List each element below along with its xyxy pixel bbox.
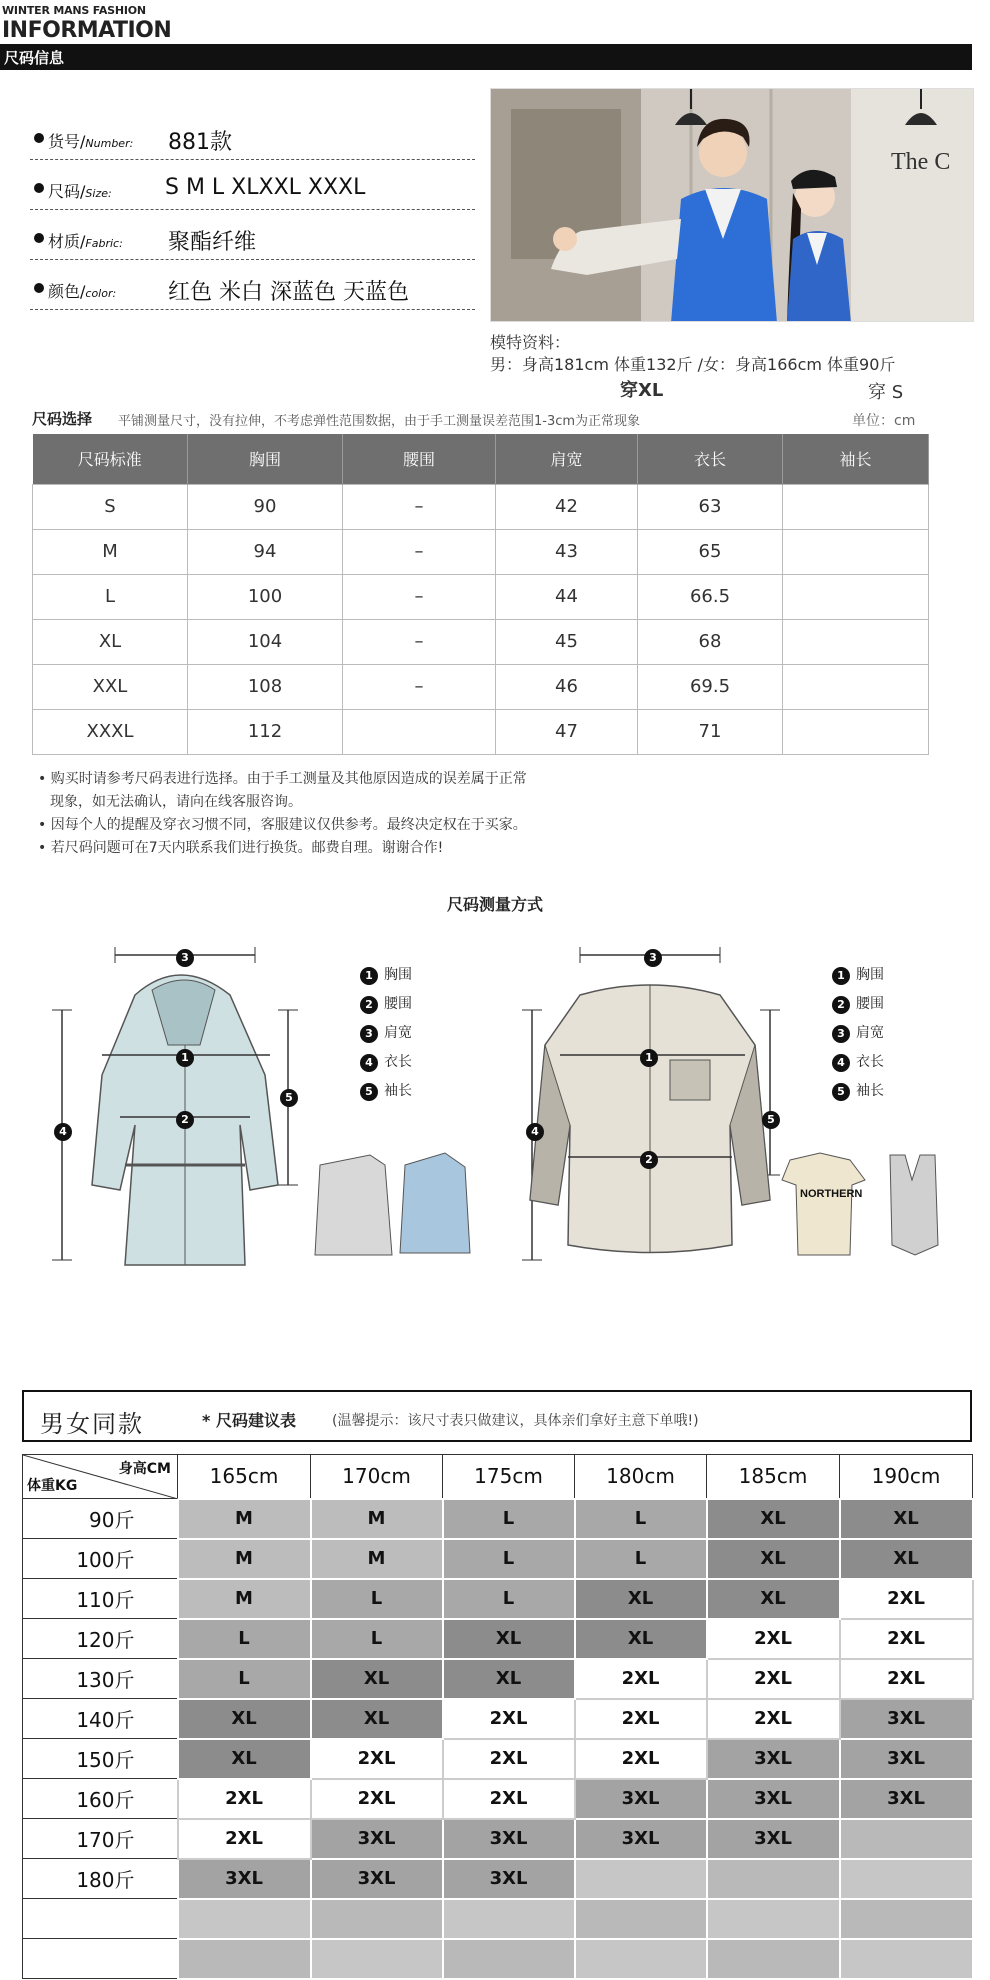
table-row <box>33 484 929 529</box>
unit-label: 单位：cm <box>852 413 916 429</box>
size-recommendation-table <box>22 1454 974 1980</box>
cell: 71 <box>638 709 783 754</box>
info-label: 尺码/Size: <box>48 182 112 201</box>
size-cell: XL <box>178 1699 311 1739</box>
cell: 90 <box>188 484 343 529</box>
corner-cell: 身高CM 体重KG <box>23 1455 178 1499</box>
table-row <box>33 619 929 664</box>
info-label: 货号/Number: <box>48 132 134 151</box>
size-table-header <box>33 434 929 484</box>
size-cell: L <box>443 1539 575 1579</box>
table-row <box>23 1939 973 1979</box>
cell: 108 <box>188 664 343 709</box>
cell: 43 <box>496 529 638 574</box>
cell: 63 <box>638 484 783 529</box>
size-cell <box>575 1939 707 1979</box>
size-cell: 3XL <box>575 1819 707 1859</box>
size-cell <box>311 1899 443 1939</box>
cell <box>783 484 929 529</box>
header-shoulder: 肩宽 <box>496 434 638 484</box>
note-line: • 若尺码问题可在7天内联系我们进行换货。邮费自理。谢谢合作! <box>38 840 444 856</box>
weight-cell: 90斤 <box>23 1499 178 1539</box>
size-table-title: 尺码选择 <box>32 410 93 428</box>
size-cell: 3XL <box>311 1859 443 1899</box>
measure-title: 尺码测量方式 <box>446 895 543 914</box>
note-line: • 购买时请参考尺码表进行选择。由于手工测量及其他原因造成的误差属于正常 <box>38 771 527 787</box>
cell <box>343 709 496 754</box>
info-label: 颜色/color: <box>48 282 117 301</box>
table-row <box>23 1699 973 1739</box>
size-cell: 3XL <box>707 1819 840 1859</box>
waist-number: 2 <box>640 1148 664 1169</box>
size-cell: 3XL <box>443 1859 575 1899</box>
model-photo <box>490 88 974 322</box>
size-cell: XL <box>707 1499 840 1539</box>
table-row <box>33 574 929 619</box>
size-cell: XL <box>311 1659 443 1699</box>
info-row-number <box>30 120 475 160</box>
size-cell <box>840 1859 973 1899</box>
chest-number: 1 <box>176 1046 200 1067</box>
recommendation-header <box>22 1390 972 1442</box>
cell: – <box>343 484 496 529</box>
size-cell: M <box>178 1579 311 1619</box>
size-cell <box>707 1859 840 1899</box>
recommendation-tip: (温馨提示：该尺寸表只做建议，具体亲们拿好主意下单哦!) <box>332 1413 699 1429</box>
size-cell <box>443 1939 575 1979</box>
waist-number: 2 <box>176 1108 200 1129</box>
female-model-size: 穿 S <box>868 382 904 403</box>
cell <box>783 529 929 574</box>
brand-subtitle: WINTER MANS FASHION <box>2 4 146 17</box>
weight-cell: 140斤 <box>23 1699 178 1739</box>
cell: 94 <box>188 529 343 574</box>
measure-legend-left: 1 胸围 2 腰围 3 肩宽 4 衣长 5 袖长 <box>360 964 412 1109</box>
model-stats: 男：身高181cm 体重132斤 /女：身高166cm 体重90斤 <box>490 355 896 374</box>
measure-legend-right: 1 胸围 2 腰围 3 肩宽 4 衣长 5 袖长 <box>832 964 884 1109</box>
cell: 44 <box>496 574 638 619</box>
size-cell: 2XL <box>178 1819 311 1859</box>
header-sleeve: 袖长 <box>783 434 929 484</box>
cell: 65 <box>638 529 783 574</box>
size-cell: XL <box>443 1619 575 1659</box>
tshirt-print-text: NORTHERN <box>800 1188 863 1200</box>
size-cell: 2XL <box>707 1659 840 1699</box>
cell: XXXL <box>33 709 188 754</box>
section-bar <box>0 44 972 70</box>
header-length: 衣长 <box>638 434 783 484</box>
cell: 68 <box>638 619 783 664</box>
cell <box>783 619 929 664</box>
note-line: • 因每个人的提醒及穿衣习惯不同，客服建议仅供参考。最终决定权在于买家。 <box>38 817 527 833</box>
cell <box>783 664 929 709</box>
header-chest: 胸围 <box>188 434 343 484</box>
info-value: 881款 <box>168 130 232 155</box>
cell: – <box>343 619 496 664</box>
shoulder-number: 3 <box>176 946 200 967</box>
cell: XXL <box>33 664 188 709</box>
height-185: 185cm <box>707 1455 840 1499</box>
size-cell: L <box>443 1579 575 1619</box>
height-180: 180cm <box>575 1455 707 1499</box>
size-cell: 2XL <box>311 1779 443 1819</box>
weight-cell: 130斤 <box>23 1659 178 1699</box>
bullet-icon <box>34 233 44 243</box>
size-cell: 3XL <box>178 1859 311 1899</box>
size-cell: 3XL <box>707 1779 840 1819</box>
bullet-icon <box>34 133 44 143</box>
bullet-icon <box>34 283 44 293</box>
size-cell: 3XL <box>311 1819 443 1859</box>
info-value: 聚酯纤维 <box>168 230 257 255</box>
recommendation-title: * 尺码建议表 <box>202 1411 296 1430</box>
brand-title: INFORMATION <box>2 18 172 43</box>
size-cell <box>840 1819 973 1859</box>
sleeve-number: 5 <box>280 1086 304 1107</box>
size-cell <box>840 1939 973 1979</box>
size-cell: 2XL <box>707 1699 840 1739</box>
size-cell: XL <box>840 1539 973 1579</box>
size-cell: L <box>178 1619 311 1659</box>
cell: 112 <box>188 709 343 754</box>
info-value: 红色 米白 深蓝色 天蓝色 <box>168 280 409 305</box>
size-cell: M <box>311 1499 443 1539</box>
size-cell: XL <box>178 1739 311 1779</box>
weight-cell: 100斤 <box>23 1539 178 1579</box>
size-cell <box>178 1939 311 1979</box>
size-cell: 3XL <box>707 1739 840 1779</box>
size-cell: M <box>178 1499 311 1539</box>
height-190: 190cm <box>840 1455 973 1499</box>
weight-cell <box>23 1939 178 1979</box>
photo-sign-text: The C <box>891 149 951 175</box>
size-cell <box>443 1899 575 1939</box>
size-cell: 3XL <box>575 1779 707 1819</box>
info-value: S M L XLXXL XXXL <box>165 175 366 200</box>
size-cell: 3XL <box>840 1779 973 1819</box>
size-cell: 2XL <box>575 1739 707 1779</box>
cell <box>783 709 929 754</box>
size-cell: XL <box>575 1579 707 1619</box>
size-cell: L <box>311 1619 443 1659</box>
size-cell: 2XL <box>840 1619 973 1659</box>
table-row <box>23 1779 973 1819</box>
table-row <box>33 529 929 574</box>
info-row-color <box>30 270 475 310</box>
size-cell: 2XL <box>178 1779 311 1819</box>
table-row <box>23 1659 973 1699</box>
cell: 66.5 <box>638 574 783 619</box>
height-165: 165cm <box>178 1455 311 1499</box>
size-cell: L <box>575 1539 707 1579</box>
size-cell <box>178 1899 311 1939</box>
size-cell <box>575 1899 707 1939</box>
height-175: 175cm <box>443 1455 575 1499</box>
height-170: 170cm <box>311 1455 443 1499</box>
purchase-notes <box>38 768 527 860</box>
cell: 45 <box>496 619 638 664</box>
size-cell: 3XL <box>840 1739 973 1779</box>
cell: 42 <box>496 484 638 529</box>
size-cell: XL <box>443 1659 575 1699</box>
size-cell: 2XL <box>840 1659 973 1699</box>
cell: 104 <box>188 619 343 664</box>
size-cell: 3XL <box>443 1819 575 1859</box>
size-cell: L <box>575 1499 707 1539</box>
shirt-measure-diagram <box>520 935 980 1295</box>
cell: S <box>33 484 188 529</box>
length-number: 4 <box>526 1120 550 1141</box>
weight-cell: 180斤 <box>23 1859 178 1899</box>
size-cell: 2XL <box>575 1659 707 1699</box>
size-cell: 2XL <box>443 1699 575 1739</box>
cell: – <box>343 574 496 619</box>
coat-measure-diagram <box>40 935 500 1295</box>
table-row <box>23 1739 973 1779</box>
table-row <box>33 664 929 709</box>
size-cell: 2XL <box>311 1739 443 1779</box>
size-cell: 2XL <box>840 1579 973 1619</box>
size-cell: 3XL <box>840 1699 973 1739</box>
model-photo-illustration <box>491 89 974 322</box>
info-row-size <box>30 170 475 210</box>
sleeve-number: 5 <box>762 1108 786 1129</box>
table-row <box>23 1539 973 1579</box>
size-cell: XL <box>311 1699 443 1739</box>
table-row <box>23 1899 973 1939</box>
cell: 47 <box>496 709 638 754</box>
weight-cell: 170斤 <box>23 1819 178 1859</box>
cell: M <box>33 529 188 574</box>
cell: 100 <box>188 574 343 619</box>
size-cell: XL <box>840 1499 973 1539</box>
weight-cell <box>23 1899 178 1939</box>
size-cell <box>311 1939 443 1979</box>
size-cell: XL <box>707 1539 840 1579</box>
section-bar-title: 尺码信息 <box>4 49 65 67</box>
size-cell: L <box>311 1579 443 1619</box>
table-row <box>23 1859 973 1899</box>
height-header-row <box>23 1455 973 1499</box>
table-row <box>23 1619 973 1659</box>
size-cell: L <box>178 1659 311 1699</box>
size-table-note: 平铺测量尺寸，没有拉伸，不考虑弹性范围数据，由于手工测量误差范围1-3cm为正常现象 <box>118 414 641 429</box>
table-row <box>23 1499 973 1539</box>
weight-cell: 160斤 <box>23 1779 178 1819</box>
cell: XL <box>33 619 188 664</box>
cell: L <box>33 574 188 619</box>
male-model-size: 穿XL <box>620 380 664 401</box>
cell: – <box>343 529 496 574</box>
weight-cell: 150斤 <box>23 1739 178 1779</box>
size-cell <box>575 1859 707 1899</box>
size-cell: 2XL <box>443 1779 575 1819</box>
chest-number: 1 <box>640 1046 664 1067</box>
size-cell: M <box>178 1539 311 1579</box>
size-cell: 2XL <box>707 1619 840 1659</box>
size-cell: M <box>311 1539 443 1579</box>
size-table <box>32 434 929 755</box>
info-label: 材质/Fabric: <box>48 232 123 251</box>
size-cell: 2XL <box>443 1739 575 1779</box>
shoulder-number: 3 <box>644 946 668 967</box>
note-line: 现象，如无法确认，请向在线客服咨询。 <box>50 794 302 810</box>
cell: – <box>343 664 496 709</box>
length-number: 4 <box>54 1120 78 1141</box>
size-cell: XL <box>575 1619 707 1659</box>
bullet-icon <box>34 183 44 193</box>
weight-cell: 120斤 <box>23 1619 178 1659</box>
table-row <box>23 1579 973 1619</box>
header-size: 尺码标准 <box>33 434 188 484</box>
cell: 46 <box>496 664 638 709</box>
table-row <box>33 709 929 754</box>
header-waist: 腰围 <box>343 434 496 484</box>
size-cell: 2XL <box>575 1699 707 1739</box>
cell: 69.5 <box>638 664 783 709</box>
size-cell: L <box>443 1499 575 1539</box>
unisex-label: 男女同款 <box>40 1410 144 1438</box>
info-row-fabric <box>30 220 475 260</box>
cell <box>783 574 929 619</box>
model-title: 模特资料： <box>490 333 571 352</box>
weight-cell: 110斤 <box>23 1579 178 1619</box>
table-row <box>23 1819 973 1859</box>
size-cell <box>840 1899 973 1939</box>
size-cell: XL <box>707 1579 840 1619</box>
size-cell <box>707 1899 840 1939</box>
size-cell <box>707 1939 840 1979</box>
